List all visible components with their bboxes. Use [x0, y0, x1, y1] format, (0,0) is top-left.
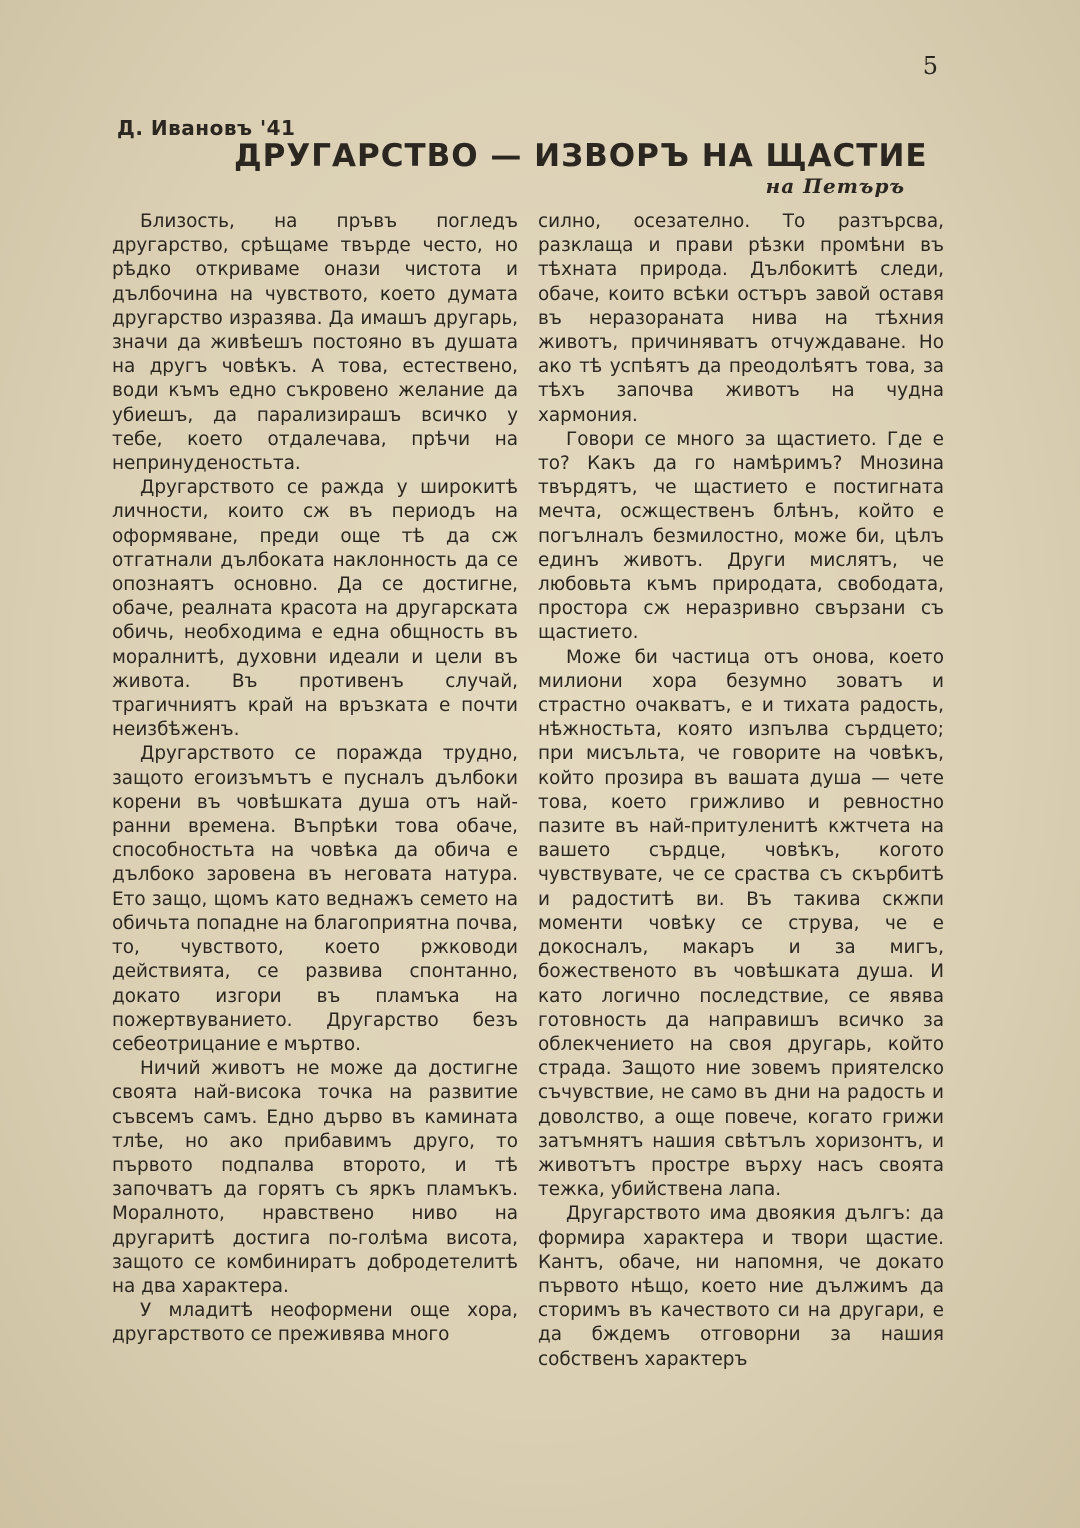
paragraph: Другарството се поражда трудно, защото егоизъмътъ е пусналъ дълбоки корени въ човѣшката душа отъ най-ранни времена. Въпрѣки това обаче, способностьта на човѣка да обича е дълбоко заровена въ неговата натура. Ето защо, щомъ като веднажъ семето на обичьта попадне на благоприятна почва, то, чувството, което ржководи действията, се развива спонтанно, докато изгори въ пламъка на пожертвуванието. Другарство безъ себеотрицание е мъртво. — [112, 743, 518, 1055]
paragraph: силно, осезателно. То разтърсва, разклаща и прави рѣзки промѣни въ тѣхната природа. Дълбокитѣ следи, обаче, които всѣки остъръ завой оставя въ неразораната нива на тѣхния животъ, причиняватъ отчуждаване. Но ако тѣ успѣятъ да преодолѣятъ това, за тѣхъ започва животъ на чудна хармония. — [538, 211, 944, 426]
paragraph: Другарството има двоякия дългъ: да формира характера и твори щастие. Кантъ, обаче, ни напомня, че докато първото нѣщо, което ние дължимъ да сторимъ въ качеството си на другари, е да бждемъ отговорни за нашия собственъ характеръ — [538, 1203, 944, 1370]
article-subtitle: на Петъръ — [765, 174, 905, 198]
paragraph: Може би частица отъ онова, което милиони хора безумно зоватъ и страстно очакватъ, е и тихата радость, нѣжностьта, която изпълва сърдцето; при мисъльта, че говорите на човѣкъ, който прозира въ вашата душа — чете това, което грижливо и ревностно пазите въ най-притуленитѣ кжтчета на вашето сърдце, човѣкъ, когото чувствувате, че се сраства съ скърбитѣ и радоститѣ ви. Въ такива скжпи моменти човѣку се струва, че е докосналъ, макаръ и за мигъ, божественото въ човѣшката душа. И като логично последствие, се явява готовность да направишъ всичко за облекчението на своя другарь, който страда. Защото ние зовемъ приятелско съчувствие, не само въ дни на радость и доволство, а още повече, когато грижи затъмнятъ нашия свѣтълъ хоризонтъ, и животътъ простре върху насъ своята тежка, убийствена лапа. — [538, 646, 944, 1201]
paragraph: Другарството се ражда у широкитѣ личности, които сж въ периодъ на оформяване, преди още тѣ да сж отгатнали дълбоката наклонность да се опознаятъ основно. Да се достигне, обаче, реалната красота на другарската обичь, необходима е една общность въ моралнитѣ, духовни идеали и цели въ живота. Въ противенъ случай, трагичниятъ край на връзката е почти неизбѣженъ. — [112, 477, 518, 741]
paragraph: Говори се много за щастието. Где е то? Какъ да го намѣримъ? Мнозина твърдятъ, че щастието е постигната мечта, осжщественъ блѣнъ, който е погълналъ безмилостно, може би, цѣлъ единъ животъ. Други мислятъ, че любовьта къмъ природата, свободата, простора сж неразривно свързани съ щастието. — [538, 428, 944, 644]
left-column — [112, 210, 518, 1348]
paragraph: Ничий животъ не може да достигне своята най-висока точка на развитие съвсемъ самъ. Едно дърво въ камината тлѣе, но ако прибавимъ друго, то първото подпалва второто, и тѣ започватъ да горятъ съ яркъ пламъкъ. Моралното, нравствено ниво на другаритѣ достига по-голѣма висота, защото се комбиниратъ добродетелитѣ на два характера. — [112, 1058, 518, 1297]
paragraph: Близость, на пръвъ погледъ другарство, срѣщаме твърде често, но рѣдко откриваме онази чистота и дълбочина на чувството, което думата другарство изразява. Да имашъ другарь, значи да живѣешъ постояно въ душата на другъ човѣкъ. А това, естествено, води къмъ едно съкровено желание да убиешъ, да парализирашъ всичко у тебе, което отдалечава, прѣчи на непринуденостьта. — [112, 211, 518, 475]
article-title: ДРУГАРСТВО — ИЗВОРЪ НА ЩАСТИЕ — [234, 138, 928, 174]
byline: Д. Ивановъ '41 — [117, 116, 296, 140]
right-column — [538, 210, 944, 1372]
page-number: 5 — [922, 52, 938, 80]
paragraph: У младитѣ неоформени още хора, другарството се преживява много — [112, 1300, 518, 1346]
